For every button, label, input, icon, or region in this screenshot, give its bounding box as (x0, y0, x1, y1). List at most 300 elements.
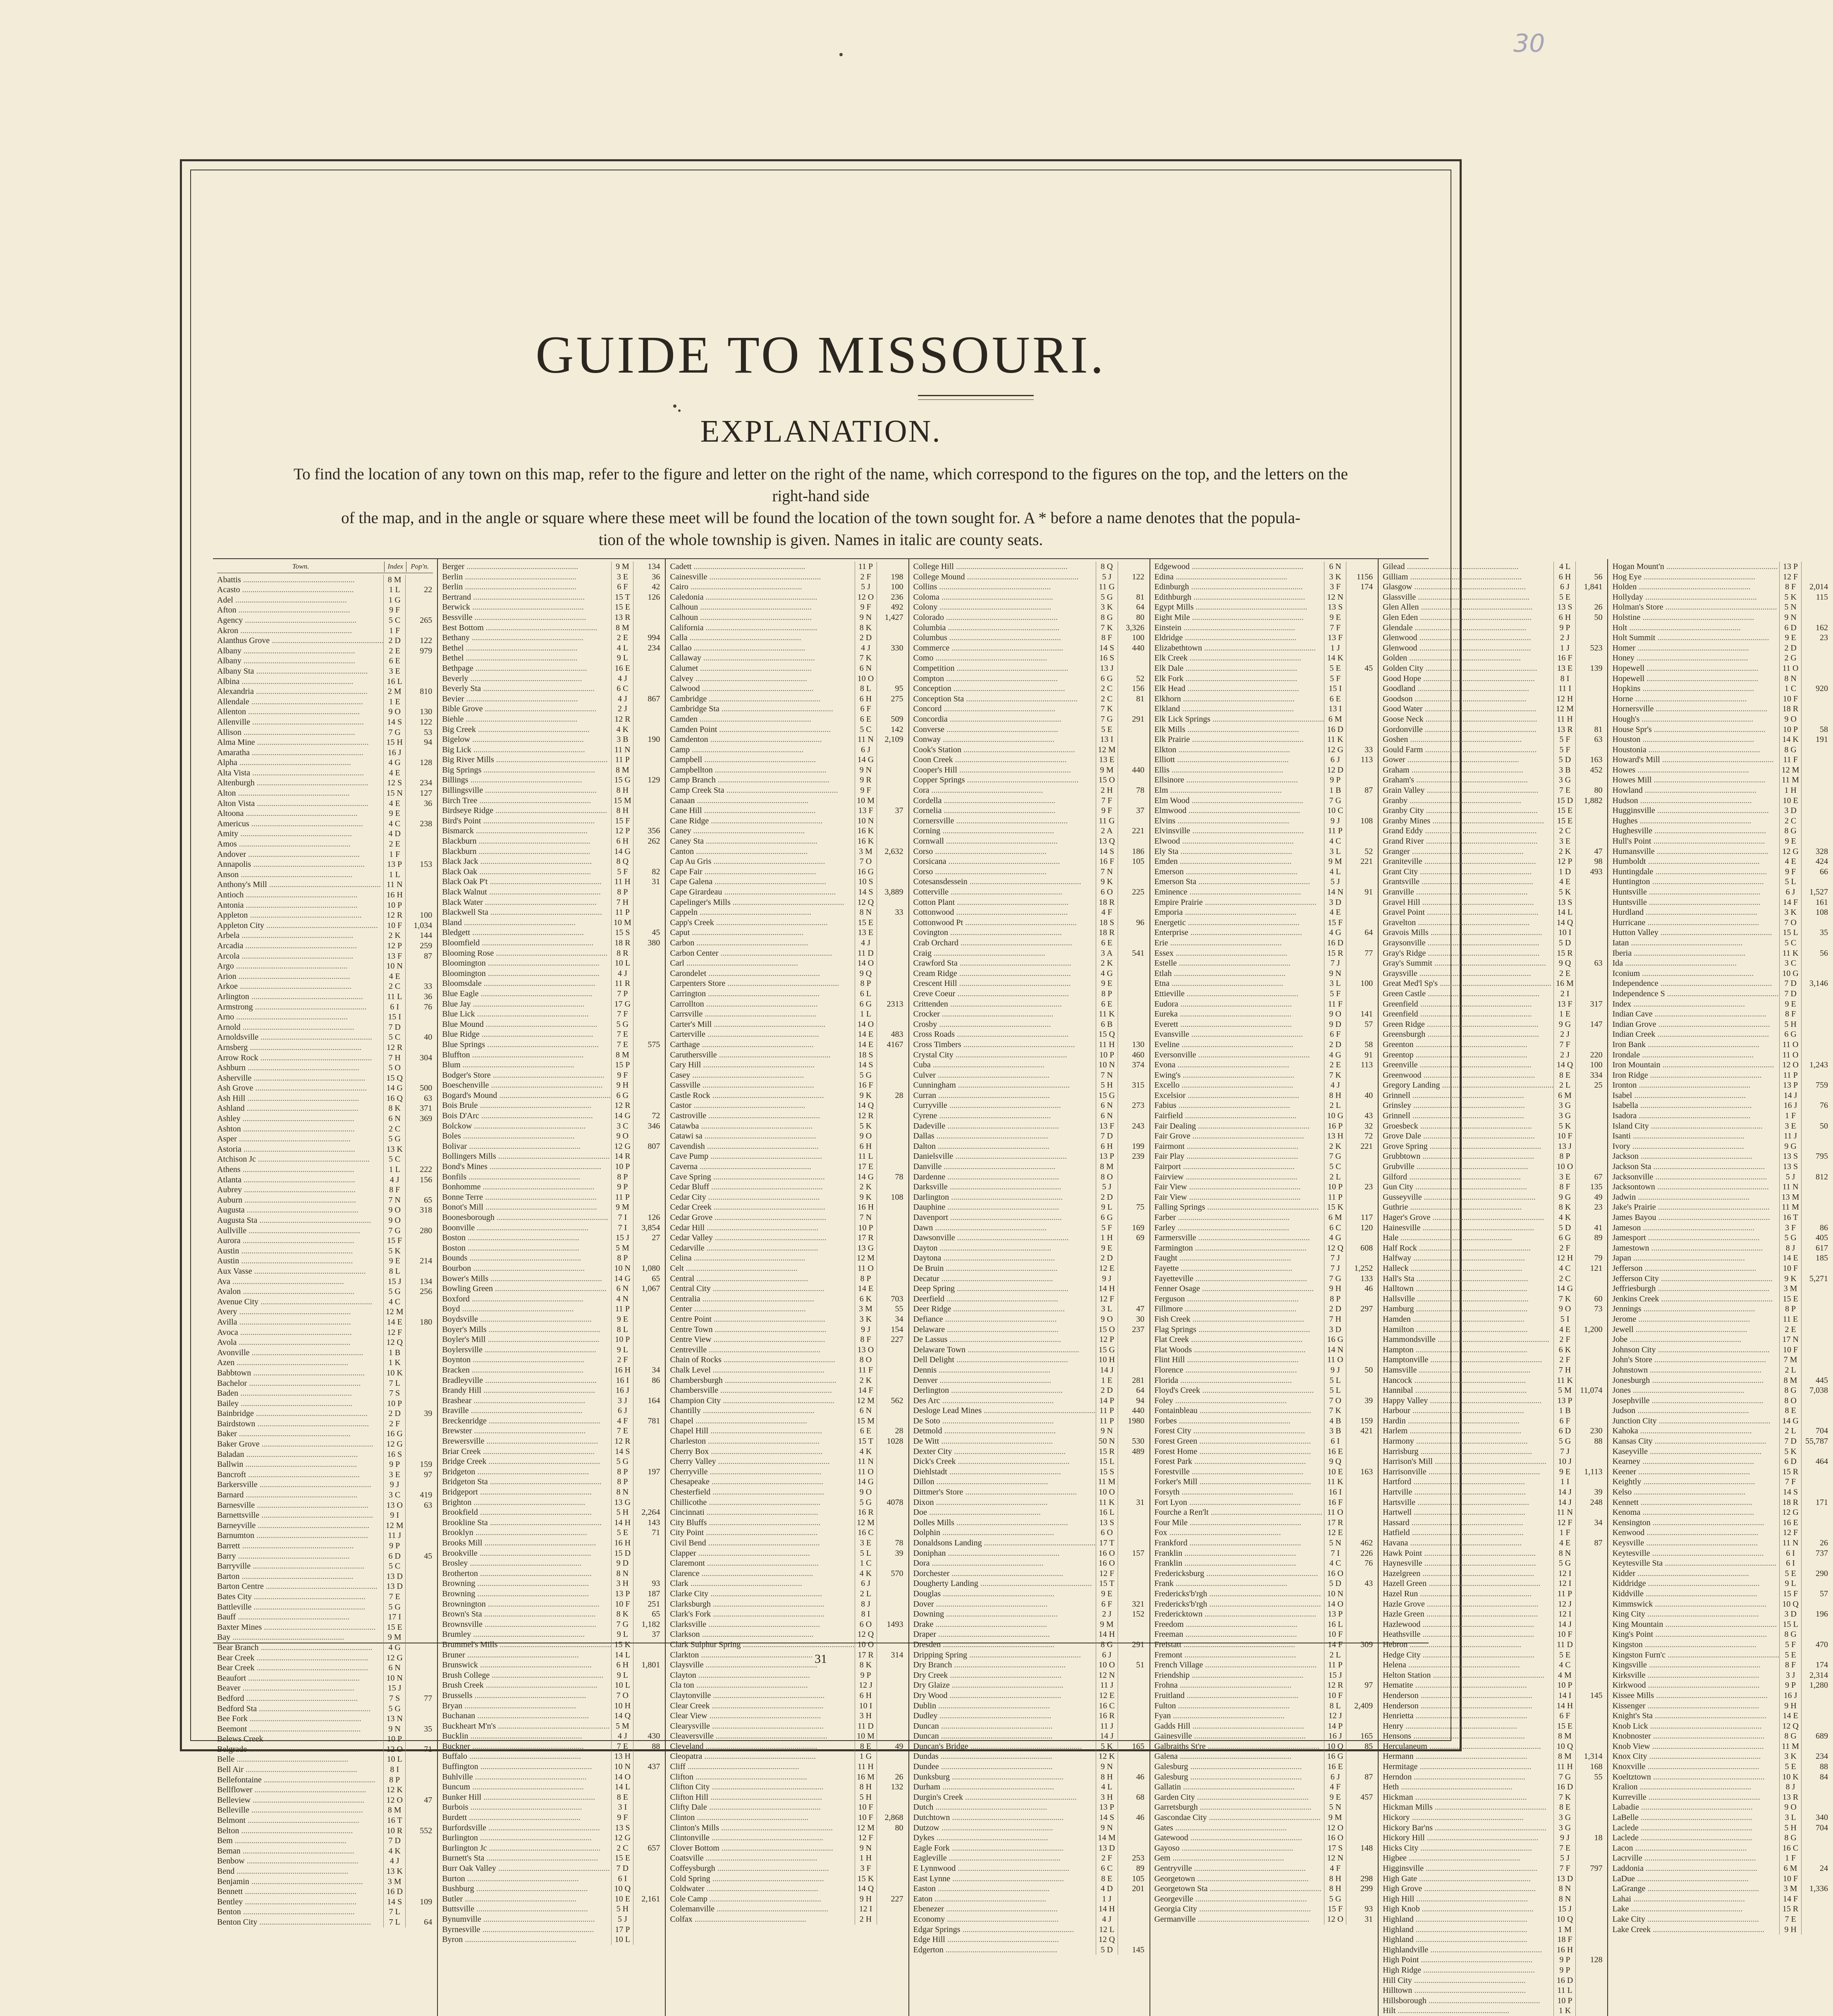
town-name: Caney Sta ..... (670, 836, 854, 847)
town-index: 12 N (1324, 592, 1346, 603)
town-population (877, 1721, 904, 1731)
town-population (633, 1792, 661, 1803)
town-row (913, 816, 1145, 826)
town-name: Highlandville ..... (1383, 1945, 1553, 1955)
town-population: 35 (405, 1724, 433, 1734)
town-index: 2 K (1096, 958, 1118, 969)
town-row (1383, 796, 1603, 806)
town-row (913, 1131, 1145, 1141)
town-index: 15 E (383, 1622, 405, 1633)
town-row (1612, 1325, 1829, 1335)
town-row (217, 1632, 433, 1643)
town-population (1346, 1070, 1374, 1081)
town-index: 7 I (1324, 1548, 1346, 1559)
town-index: 9 P (1779, 1680, 1801, 1691)
town-row (670, 1233, 904, 1243)
town-row (442, 948, 661, 959)
town-population (1118, 1456, 1145, 1467)
town-row (1154, 1029, 1374, 1040)
town-name: Albany ..... (217, 656, 383, 666)
town-index: 3 G (1553, 1100, 1575, 1111)
town-index: 4 J (855, 938, 877, 948)
town-name: Kimmswick ..... (1612, 1599, 1779, 1609)
index-column (438, 559, 666, 2016)
town-index: 15 J (1324, 1670, 1346, 1681)
town-index: 16 J (1779, 1100, 1801, 1111)
town-index: 8 M (611, 1050, 633, 1060)
town-population (1575, 1935, 1603, 1945)
town-index: 9 H (1779, 1701, 1801, 1711)
town-index: 17 N (1779, 1334, 1801, 1345)
town-name: Island City ..... (1612, 1121, 1779, 1131)
town-name: Arkoe ..... (217, 981, 383, 992)
town-index: 6 H (1553, 572, 1575, 582)
town-row (670, 1334, 904, 1345)
town-row (670, 623, 904, 633)
town-row (670, 867, 904, 877)
town-population (1346, 725, 1374, 735)
town-index: 1 F (1779, 1853, 1801, 1863)
town-index: 2 K (1324, 1141, 1346, 1152)
town-index: 7 E (1553, 785, 1575, 796)
town-population (1801, 714, 1829, 725)
town-population: 440 (1118, 765, 1145, 775)
town-row (913, 1426, 1145, 1436)
town-row (670, 1406, 904, 1416)
town-name: Ashley ..... (217, 1114, 383, 1124)
town-population (1118, 836, 1145, 847)
town-row (670, 1477, 904, 1487)
town-population (405, 1236, 433, 1246)
town-index: 6 C (611, 684, 633, 694)
town-population (1801, 1131, 1829, 1141)
town-index: 9 O (1553, 1304, 1575, 1314)
town-name: Donaldsons Landing ..... (913, 1538, 1096, 1548)
town-index: 3 J (611, 1396, 633, 1406)
town-name: Blackburn ..... (442, 836, 611, 847)
town-row (217, 1277, 433, 1287)
town-index: 3 F (855, 1863, 877, 1874)
town-row (1383, 1833, 1603, 1843)
town-population: 797 (1575, 1863, 1603, 1874)
town-population (633, 1853, 661, 1863)
town-index: 15 L (1096, 1456, 1118, 1467)
town-row (442, 674, 661, 684)
town-population: 152 (1118, 1609, 1145, 1619)
town-name: Catawba ..... (670, 1121, 854, 1131)
town-index: 16 H (855, 1202, 877, 1212)
town-name: Buckner ..... (442, 1741, 611, 1752)
town-population (1346, 969, 1374, 979)
town-population (1801, 1578, 1829, 1589)
town-index: 2 C (1553, 1274, 1575, 1284)
town-population: 25 (1575, 1080, 1603, 1091)
town-name: Brandy Hill ..... (442, 1385, 611, 1396)
town-name: Creve Coeur ..... (913, 989, 1096, 999)
town-name: Derlington ..... (913, 1385, 1096, 1396)
town-population: 262 (633, 836, 661, 847)
town-population (1118, 1487, 1145, 1497)
town-population (633, 1172, 661, 1182)
town-row (1383, 1691, 1603, 1701)
town-population (633, 958, 661, 969)
town-index: 6 F (1553, 1711, 1575, 1721)
town-index: 8 H (611, 806, 633, 816)
town-index: 14 Q (855, 1100, 877, 1111)
town-row (1383, 1985, 1603, 1996)
town-name: Kelso ..... (1612, 1487, 1779, 1497)
town-row (670, 663, 904, 674)
town-name: Elk Lick Springs ..... (1154, 714, 1324, 725)
town-population: 42 (633, 582, 661, 592)
town-row (913, 897, 1145, 908)
town-row (1154, 653, 1374, 663)
town-population (1118, 704, 1145, 714)
town-row (1154, 775, 1374, 785)
town-index: 3 G (1553, 775, 1575, 785)
town-name: Black Walnut ..... (442, 887, 611, 897)
town-index: 8 N (611, 1487, 633, 1497)
town-population (1118, 1294, 1145, 1304)
town-index: 12 O (383, 1795, 405, 1806)
town-name: Dalton ..... (913, 1141, 1096, 1152)
town-population (1118, 1904, 1145, 1914)
town-name: Centre View ..... (670, 1334, 854, 1345)
town-population (877, 856, 904, 867)
town-row (670, 796, 904, 806)
town-name: Brummel's Mills ..... (442, 1640, 611, 1650)
town-row (217, 1297, 433, 1307)
town-name: Grand River ..... (1383, 836, 1553, 847)
town-name: Flint Hill ..... (1154, 1355, 1324, 1365)
explanation-text (277, 463, 1365, 551)
town-population: 76 (405, 1002, 433, 1012)
town-index: 5 F (1324, 989, 1346, 999)
town-population (877, 1578, 904, 1589)
town-row (670, 999, 904, 1009)
town-name: Highland ..... (1383, 1925, 1553, 1935)
town-population (1801, 1467, 1829, 1477)
town-name: Graysonville ..... (1383, 938, 1553, 948)
town-population (405, 1836, 433, 1846)
town-row (217, 585, 433, 595)
town-name: Benbow ..... (217, 1856, 383, 1866)
town-name: Conception ..... (913, 684, 1096, 694)
town-population (405, 748, 433, 758)
town-index: 13 D (383, 1581, 405, 1592)
town-row (442, 1874, 661, 1884)
town-row (1612, 1477, 1829, 1487)
town-name: Bend ..... (217, 1866, 383, 1877)
town-row (913, 592, 1145, 603)
town-index: 5 E (1779, 1762, 1801, 1772)
town-name: Clear Creek ..... (670, 1701, 854, 1711)
town-population: 64 (1346, 928, 1374, 938)
town-population: 2,109 (877, 734, 904, 745)
town-index-table (213, 558, 1828, 2016)
town-population: 1,427 (877, 612, 904, 623)
town-population: 225 (1118, 887, 1145, 897)
town-population (1801, 1853, 1829, 1863)
town-index: 9 P (1324, 775, 1346, 785)
town-index: 3 J (1779, 1670, 1801, 1681)
town-index: 9 H (1779, 1925, 1801, 1935)
town-row (913, 1467, 1145, 1477)
town-row (217, 808, 433, 819)
town-row (1383, 612, 1603, 623)
town-population: 115 (1801, 592, 1829, 603)
town-name: Greenville ..... (1383, 1060, 1553, 1070)
town-index: 5 D (1553, 755, 1575, 765)
town-row (217, 849, 433, 860)
town-index: 16 D (1553, 1975, 1575, 1986)
town-population (405, 1765, 433, 1775)
town-index: 15 F (1779, 1589, 1801, 1599)
town-population (1118, 1843, 1145, 1853)
town-population (405, 1022, 433, 1033)
town-name: Kissenger ..... (1612, 1701, 1779, 1711)
town-name: Danville ..... (913, 1162, 1096, 1172)
town-row (217, 707, 433, 717)
town-index: 6 O (1096, 1528, 1118, 1538)
town-index: 10 M (855, 1731, 877, 1741)
town-name: Camp ..... (670, 745, 854, 755)
town-row (1383, 1080, 1603, 1091)
town-population: 2313 (877, 999, 904, 1009)
town-name: Hilt ..... (1383, 2006, 1553, 2016)
town-row (217, 1581, 433, 1592)
town-population (1346, 1233, 1374, 1243)
town-row (442, 592, 661, 603)
town-name: Duncan's Bridge ..... (913, 1741, 1096, 1752)
town-population (1346, 1172, 1374, 1182)
town-row (442, 1497, 661, 1508)
town-name: Grant City ..... (1383, 867, 1553, 877)
town-population: 421 (1346, 1426, 1374, 1436)
town-name: Avoca ..... (217, 1327, 383, 1338)
town-population (405, 1215, 433, 1226)
town-index: 5 N (1324, 1538, 1346, 1548)
town-population (1346, 1385, 1374, 1396)
town-population (1346, 1334, 1374, 1345)
town-name: Einstein ..... (1154, 623, 1324, 633)
town-population: 290 (1801, 1569, 1829, 1579)
town-row (1154, 1365, 1374, 1375)
town-population: 78 (1118, 785, 1145, 796)
town-row (442, 1589, 661, 1599)
town-row (442, 1711, 661, 1721)
town-index: 12 E (1096, 1263, 1118, 1274)
town-name: Daytona ..... (913, 1253, 1096, 1263)
town-row (1383, 1436, 1603, 1447)
town-index: 2 G (1779, 653, 1801, 663)
town-index: 13 G (855, 1243, 877, 1253)
town-population: 161 (1801, 897, 1829, 908)
town-row (670, 1843, 904, 1853)
town-row (670, 755, 904, 765)
town-population (877, 663, 904, 674)
town-index: 8 H (1324, 1091, 1346, 1101)
town-row (670, 1172, 904, 1182)
town-row (442, 1243, 661, 1253)
town-name: Frohna ..... (1154, 1680, 1324, 1691)
town-index: 10 N (1096, 1060, 1118, 1070)
town-name: Glasgow ..... (1383, 582, 1553, 592)
town-row (1383, 1619, 1603, 1630)
town-population (1575, 1894, 1603, 1904)
town-population: 163 (1346, 1467, 1374, 1477)
town-row (217, 686, 433, 697)
town-index: 5 F (1553, 745, 1575, 755)
town-index: 16 F (855, 1080, 877, 1091)
town-index: 15 L (1779, 1619, 1801, 1630)
town-name: Concord ..... (913, 704, 1096, 714)
town-index: 2 D (855, 633, 877, 643)
town-index: 13 S (611, 1823, 633, 1833)
town-row (1154, 1040, 1374, 1050)
town-index: 5 G (383, 1602, 405, 1612)
town-population: 994 (633, 633, 661, 643)
town-row (217, 1368, 433, 1378)
town-index: 14 R (611, 1151, 633, 1162)
town-row (1612, 1040, 1829, 1050)
town-name: Bridgeton ..... (442, 1467, 611, 1477)
town-population: 2,014 (1801, 582, 1829, 592)
town-name: Edinburgh ..... (1154, 582, 1324, 592)
town-row (442, 755, 661, 765)
town-row (217, 1002, 433, 1012)
town-name: Blooming Rose ..... (442, 948, 611, 959)
town-index: 3 D (1779, 1609, 1801, 1619)
town-row (217, 910, 433, 921)
town-population: 69 (1118, 1233, 1145, 1243)
town-index: 3 L (1096, 1304, 1118, 1314)
town-index: 2 D (1096, 1253, 1118, 1263)
town-row (217, 1490, 433, 1500)
town-name: Hopewell ..... (1612, 663, 1779, 674)
town-index: 4 F (1324, 1782, 1346, 1792)
town-row (442, 1182, 661, 1192)
town-row (442, 1507, 661, 1518)
town-index: 9 J (1553, 1833, 1575, 1843)
town-index: 5 K (1779, 1447, 1801, 1457)
town-row (1612, 1853, 1829, 1863)
town-row (1612, 1528, 1829, 1538)
town-row (442, 887, 661, 897)
town-index: 7 F (1779, 1477, 1801, 1487)
town-name: Bloomington ..... (442, 969, 611, 979)
town-name: Cambridge Sta ..... (670, 704, 854, 714)
town-population: 238 (405, 819, 433, 829)
town-row (670, 1863, 904, 1874)
town-row (1612, 1497, 1829, 1508)
town-name: Koeltztown ..... (1612, 1772, 1779, 1782)
town-row (1612, 1100, 1829, 1111)
town-name: Aullville ..... (217, 1226, 383, 1236)
town-row (913, 1548, 1145, 1559)
town-index: 14 E (1779, 1711, 1801, 1721)
town-index: 10 F (1779, 1263, 1801, 1274)
town-index: 8 M (1096, 1162, 1118, 1172)
town-population: 812 (1801, 1172, 1829, 1182)
town-population: 39 (877, 1548, 904, 1559)
town-index: 10 H (611, 1701, 633, 1711)
town-name: Biehle ..... (442, 714, 611, 725)
town-name: Barkersville ..... (217, 1480, 383, 1490)
town-population (1801, 1802, 1829, 1813)
town-population (1801, 674, 1829, 684)
town-index: 11 K (1324, 1477, 1346, 1487)
town-population (877, 1050, 904, 1060)
town-population (633, 856, 661, 867)
index-column (1608, 559, 1833, 2016)
town-row (217, 992, 433, 1002)
town-row (442, 796, 661, 806)
town-name: Hammondsville ..... (1383, 1334, 1553, 1345)
town-row (442, 1477, 661, 1487)
town-row (1383, 694, 1603, 704)
town-row (1612, 918, 1829, 928)
town-name: Clinton ..... (670, 1813, 854, 1823)
town-index: 10 N (611, 1762, 633, 1772)
town-name: Andover ..... (217, 849, 383, 860)
town-row (442, 907, 661, 918)
town-population (1575, 1985, 1603, 1996)
town-name: Farley ..... (1154, 1223, 1324, 1233)
town-row (670, 1823, 904, 1833)
town-name: Fontainbleau ..... (1154, 1406, 1324, 1416)
town-index: 2 J (1553, 1050, 1575, 1060)
town-row (670, 745, 904, 755)
town-population: 73 (1575, 1304, 1603, 1314)
town-row (442, 1406, 661, 1416)
town-index: 6 E (1096, 999, 1118, 1009)
town-population (1346, 714, 1374, 725)
town-index: 15 F (611, 816, 633, 826)
town-index: 15 R (1324, 948, 1346, 959)
town-row (217, 1409, 433, 1419)
town-row (670, 1141, 904, 1152)
town-row (913, 877, 1145, 887)
town-row (1383, 1396, 1603, 1406)
town-population (1575, 1151, 1603, 1162)
town-row (1154, 1294, 1374, 1304)
town-index: 14 Q (1553, 918, 1575, 928)
town-name: Granby ..... (1383, 796, 1553, 806)
town-name: Hazel Run ..... (1383, 1589, 1553, 1599)
town-name: Iron Bank ..... (1612, 1040, 1779, 1050)
index-column (1150, 559, 1379, 2016)
town-population (1575, 1823, 1603, 1833)
town-index: 10 M (855, 796, 877, 806)
town-row (913, 1253, 1145, 1263)
town-index: 9 K (855, 1091, 877, 1101)
town-population: 71 (405, 1744, 433, 1755)
town-name: Allenville ..... (217, 717, 383, 727)
town-index: 2 E (1324, 1060, 1346, 1070)
town-row (1154, 1548, 1374, 1559)
town-name: Forbes ..... (1154, 1416, 1324, 1426)
town-row (670, 1558, 904, 1569)
town-population (1346, 694, 1374, 704)
town-row (1154, 1589, 1374, 1599)
town-row (217, 1134, 433, 1144)
town-population (1118, 1131, 1145, 1141)
town-row (670, 1762, 904, 1772)
town-name: Cotesansdessein ..... (913, 877, 1096, 887)
town-index: 6 F (1324, 1029, 1346, 1040)
town-name: Campbell ..... (670, 755, 854, 765)
